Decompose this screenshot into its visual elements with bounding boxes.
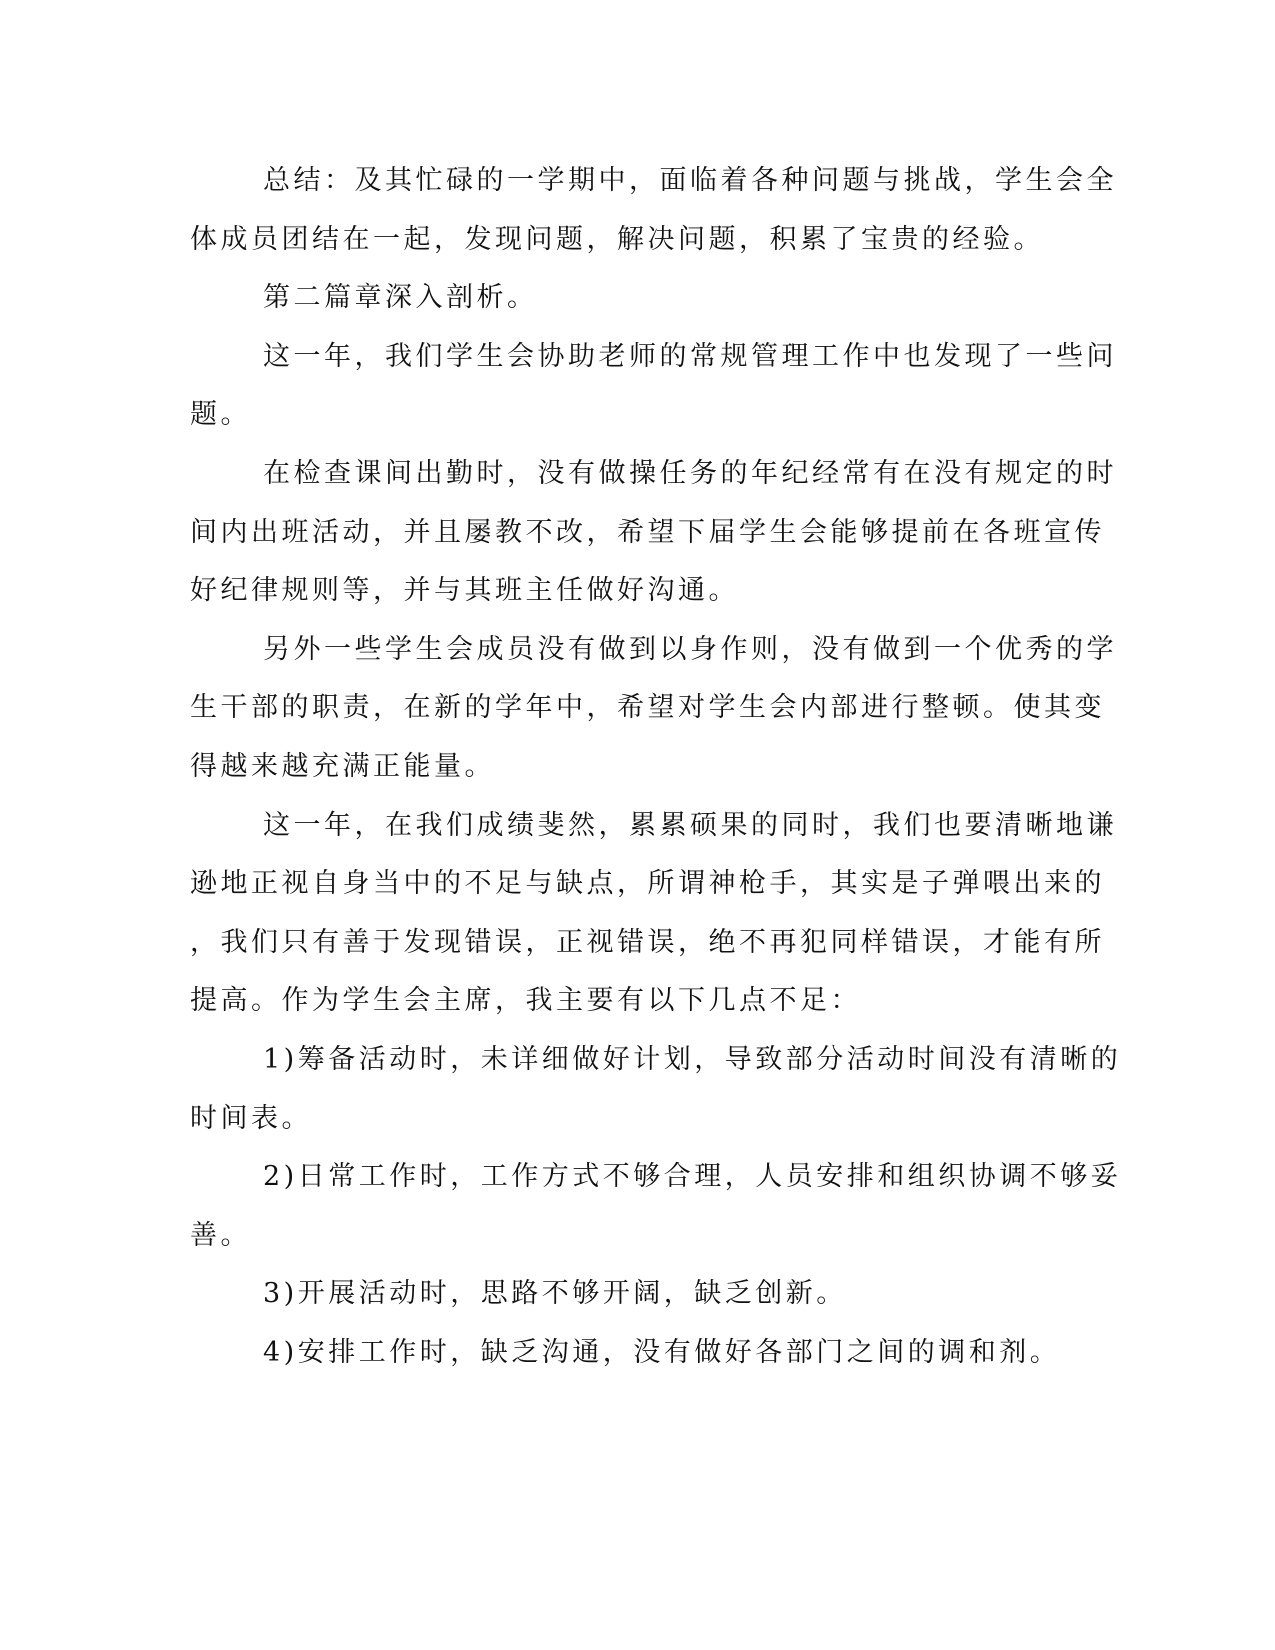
paragraph-line: 逊地正视自身当中的不足与缺点，所谓神枪手，其实是子弹喂出来的: [190, 868, 1105, 899]
paragraph-line: 另外一些学生会成员没有做到以身作则，没有做到一个优秀的学: [263, 634, 1117, 665]
list-item-2: 2)日常工作时，工作方式不够合理，人员安排和组织协调不够妥: [263, 1161, 1122, 1192]
paragraph-line: 生干部的职责，在新的学年中，希望对学生会内部进行整顿。使其变: [190, 692, 1105, 723]
paragraph-line: 题。: [190, 399, 251, 430]
paragraph-line: 在检查课间出勤时，没有做操任务的年纪经常有在没有规定的时: [263, 458, 1117, 489]
paragraph-line: ，我们只有善于发现错误，正视错误，绝不再犯同样错误，才能有所: [190, 927, 1105, 958]
list-item-1-continued: 时间表。: [190, 1103, 312, 1134]
paragraph-line: 好纪律规则等，并与其班主任做好沟通。: [190, 575, 739, 606]
paragraph-line: 间内出班活动，并且屡教不改，希望下届学生会能够提前在各班宣传: [190, 517, 1105, 548]
paragraph-line: 总结：及其忙碌的一学期中，面临着各种问题与挑战，学生会全: [263, 165, 1117, 196]
paragraph-line: 这一年，我们学生会协助老师的常规管理工作中也发现了一些问: [263, 341, 1117, 372]
list-item-3: 3)开展活动时，思路不够开阔，缺乏创新。: [263, 1278, 847, 1309]
list-item-1: 1)筹备活动时，未详细做好计划，导致部分活动时间没有清晰的: [263, 1044, 1122, 1075]
paragraph-line: 得越来越充满正能量。: [190, 751, 495, 782]
list-item-4: 4)安排工作时，缺乏沟通，没有做好各部门之间的调和剂。: [263, 1337, 1061, 1368]
list-item-2-continued: 善。: [190, 1220, 251, 1251]
paragraph-line: 这一年，在我们成绩斐然，累累硕果的同时，我们也要清晰地谦: [263, 810, 1117, 841]
paragraph-line: 提高。作为学生会主席，我主要有以下几点不足：: [190, 985, 861, 1016]
paragraph-line: 体成员团结在一起，发现问题，解决问题，积累了宝贵的经验。: [190, 224, 1044, 255]
section-heading: 第二篇章深入剖析。: [263, 282, 538, 313]
